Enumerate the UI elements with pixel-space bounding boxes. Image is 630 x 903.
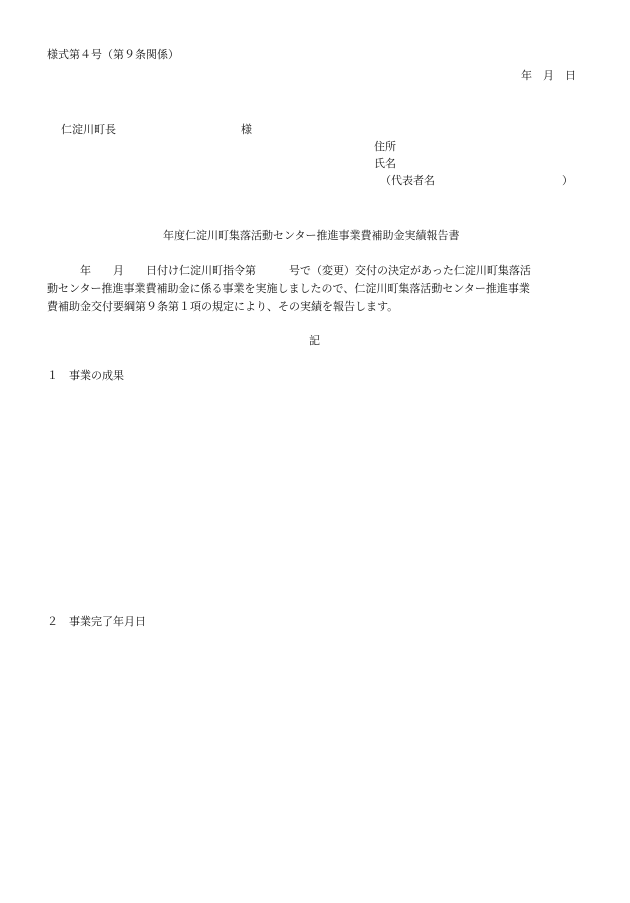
- body-line: 動センター推進事業費補助金に係る事業を実施しましたので、仁淀川町集落活動センター推進事業: [47, 282, 530, 295]
- form-number: 様式第４号（第９条関係）: [47, 48, 179, 61]
- item-completion-date: ２ 事業完了年月日: [47, 615, 146, 628]
- representative-close-paren: ）: [562, 174, 573, 187]
- item-business-results: １ 事業の成果: [47, 369, 124, 382]
- recipient-honorific: 様: [241, 123, 252, 136]
- note-heading: 記: [309, 334, 320, 347]
- date-line: 年 月 日: [521, 69, 576, 82]
- body-paragraph: [47, 262, 587, 316]
- recipient-name: 仁淀川町長: [61, 123, 116, 136]
- representative-label: （代表者名: [380, 174, 435, 187]
- document-title: 年度仁淀川町集落活動センター推進事業費補助金実績報告書: [163, 229, 460, 242]
- name-label: 氏名: [374, 157, 396, 170]
- address-label: 住所: [374, 140, 396, 153]
- body-line: 年 月 日付け仁淀川町指令第 号で（変更）交付の決定があった仁淀川町集落活: [47, 264, 531, 277]
- body-line: 費補助金交付要綱第９条第１項の規定により、その実績を報告します。: [47, 300, 399, 313]
